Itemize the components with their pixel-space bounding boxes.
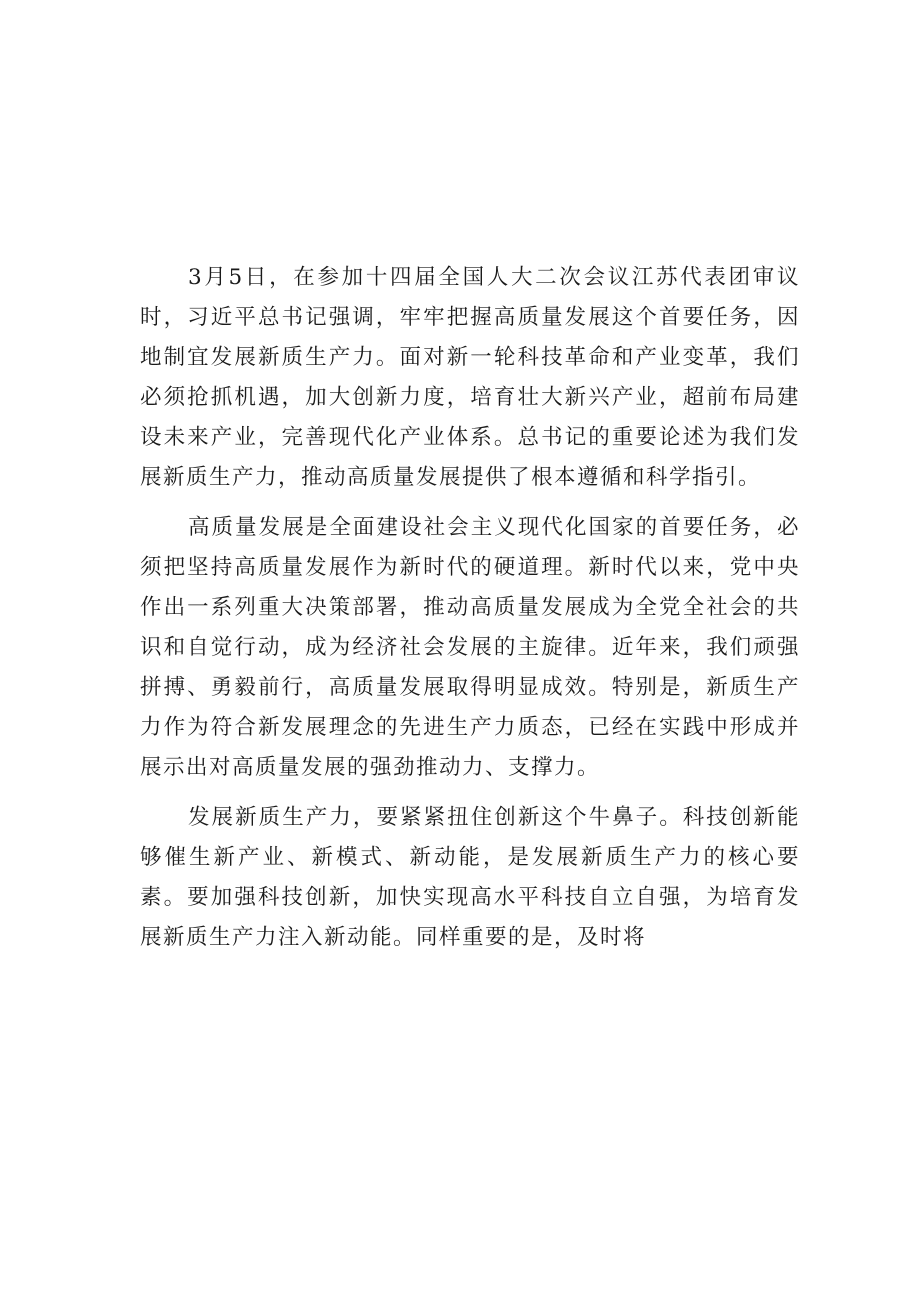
paragraph-3: 发展新质生产力，要紧紧扭住创新这个牛鼻子。科技创新能够催生新产业、新模式、新动能，是发展新质生产力的核心要素。要加强科技创新，加快实现高水平科技自立自强，为培育发展新质生产力注入新动能。同样重要的是，及时将 — [140, 805, 800, 950]
paragraph-1: 3月5日，在参加十四届全国人大二次会议江苏代表团审议时，习近平总书记强调，牢牢把握高质量发展这个首要任务，因地制宜发展新质生产力。面对新一轮科技革命和产业变革，我们必须抢抓机遇，加大创新力度，培育壮大新兴产业，超前布局建设未来产业，完善现代化产业体系。总书记的重要论述为我们发展新质生产力，推动高质量发展提供了根本遵循和科学指引。 — [140, 265, 800, 490]
article-body — [140, 258, 800, 968]
paragraph-2: 高质量发展是全面建设社会主义现代化国家的首要任务，必须把坚持高质量发展作为新时代的硬道理。新时代以来，党中央作出一系列重大决策部署，推动高质量发展成为全党全社会的共识和自觉行动，成为经济社会发展的主旋律。近年来，我们顽强拼搏、勇毅前行，高质量发展取得明显成效。特别是，新质生产力作为符合新发展理念的先进生产力质态，已经在实践中形成并展示出对高质量发展的强劲推动力、支撑力。 — [140, 515, 800, 780]
